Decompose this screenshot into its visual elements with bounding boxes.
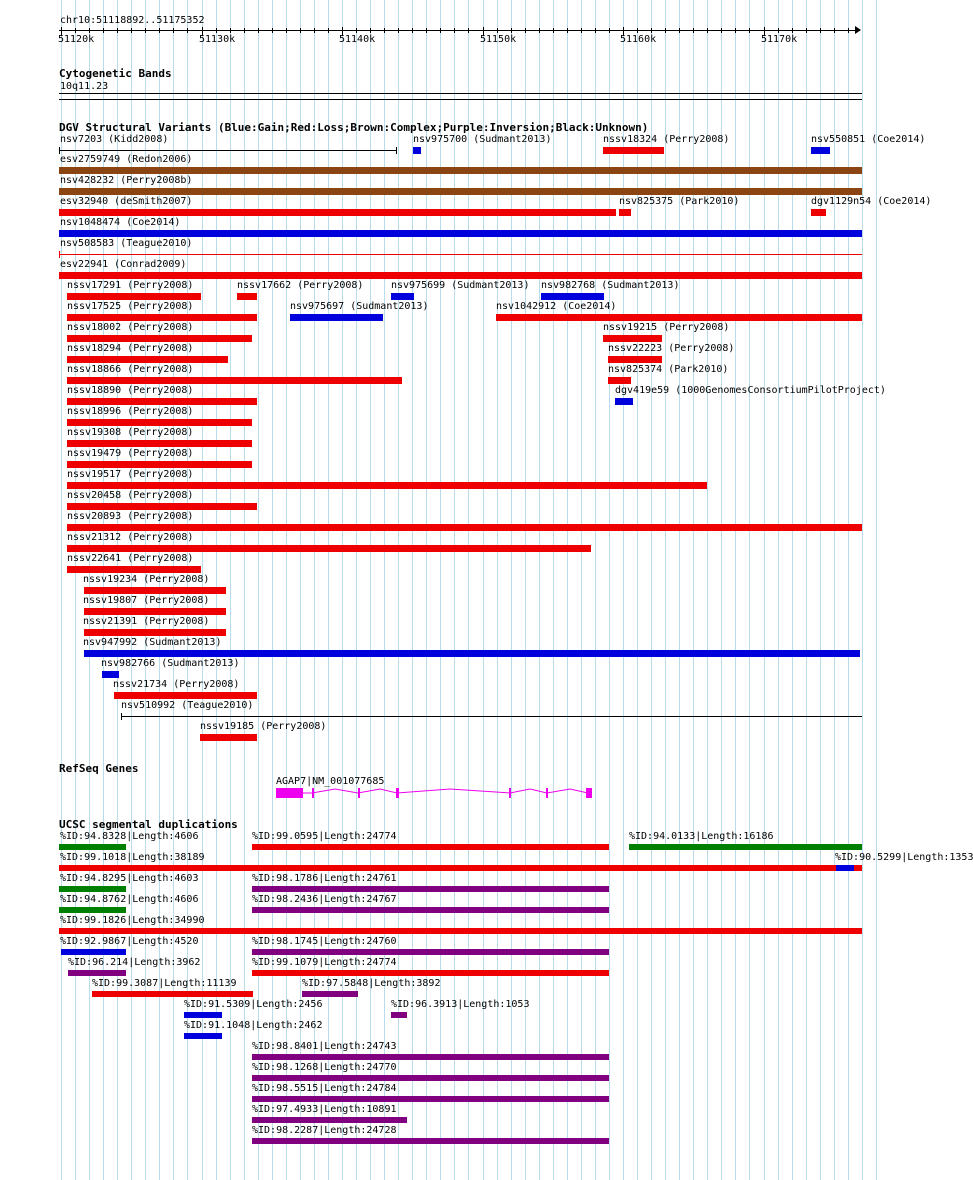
grid-line	[384, 0, 385, 1180]
ruler-tick	[117, 28, 118, 33]
grid-line	[581, 0, 582, 1180]
sv-bar	[603, 147, 664, 154]
segdup-bar	[59, 865, 862, 871]
gene-model[interactable]	[0, 785, 890, 801]
segdup-label: %ID:98.2436|Length:24767	[252, 894, 397, 905]
segdup-label: %ID:94.8762|Length:4606	[60, 894, 199, 905]
ruler-tick	[848, 28, 849, 33]
sv-label: nsv982766 (Sudmant2013)	[101, 658, 240, 669]
segdup-bar	[252, 844, 609, 850]
ruler-tick	[637, 28, 638, 33]
sv-bar	[59, 272, 862, 279]
grid-line	[623, 0, 624, 1180]
sv-label: esv2759749 (Redon2006)	[60, 154, 193, 165]
ruler-tick	[595, 28, 596, 33]
segdup-title: UCSC segmental duplications	[59, 818, 238, 831]
ruler-tick	[258, 28, 259, 33]
sv-bar	[237, 293, 257, 300]
sv-label: nssv17662 (Perry2008)	[237, 280, 364, 291]
segdup-label: %ID:98.1268|Length:24770	[252, 1062, 397, 1073]
segdup-label: %ID:98.8401|Length:24743	[252, 1041, 397, 1052]
ruler-tick	[693, 28, 694, 33]
ruler-tick	[511, 28, 512, 33]
sv-bar	[59, 188, 862, 195]
segdup-bar	[59, 907, 126, 913]
sv-label: nsv947992 (Sudmant2013)	[83, 637, 222, 648]
sv-bar	[84, 650, 860, 657]
segdup-bar	[629, 844, 862, 850]
ruler-tick	[778, 28, 779, 33]
sv-bar	[615, 398, 633, 405]
location-label: chr10:51118892..51175352	[60, 15, 205, 26]
ruler-tick	[679, 28, 680, 33]
sv-bar	[541, 293, 604, 300]
ruler-tick	[454, 28, 455, 33]
segdup-bar	[184, 1012, 222, 1018]
segdup-bar	[252, 1096, 609, 1102]
ruler-tick	[300, 28, 301, 33]
grid-line	[721, 0, 722, 1180]
ruler-label: 51160k	[620, 34, 657, 45]
sv-label: nssv22641 (Perry2008)	[67, 553, 194, 564]
sv-label: esv32940 (deSmith2007)	[60, 196, 193, 207]
segdup-label: %ID:99.1826|Length:34990	[60, 915, 205, 926]
ruler-tick	[426, 28, 427, 33]
ruler-tick	[370, 28, 371, 33]
segdup-bar	[252, 1117, 407, 1123]
sv-label: nssv17291 (Perry2008)	[67, 280, 194, 291]
ruler-tick	[609, 28, 610, 33]
gene-intron-line	[300, 789, 588, 793]
segdup-bar	[302, 991, 358, 997]
segdup-bar	[92, 991, 253, 997]
sv-bar	[67, 524, 862, 531]
ruler-label: 51170k	[761, 34, 798, 45]
ruler-tick	[286, 28, 287, 33]
grid-line	[595, 0, 596, 1180]
sv-label: nssv19234 (Perry2008)	[83, 574, 210, 585]
sv-bar	[603, 335, 662, 342]
sv-label: nssv18866 (Perry2008)	[67, 364, 194, 375]
sv-label: nssv20458 (Perry2008)	[67, 490, 194, 501]
segdup-bar	[836, 865, 854, 871]
ruler-tick	[553, 28, 554, 33]
ruler-line	[59, 30, 860, 31]
sv-bar	[84, 608, 226, 615]
ruler-label: 51130k	[199, 34, 236, 45]
gene-exon	[358, 788, 360, 798]
ruler-tick	[187, 28, 188, 33]
sv-label: nsv825375 (Park2010)	[619, 196, 740, 207]
segdup-label: %ID:97.5848|Length:3892	[302, 978, 441, 989]
grid-line	[693, 0, 694, 1180]
ruler-tick	[539, 28, 540, 33]
segdup-label: %ID:97.4933|Length:10891	[252, 1104, 397, 1115]
sv-label: nssv19215 (Perry2008)	[603, 322, 730, 333]
sv-bar	[59, 209, 616, 216]
grid-line	[539, 0, 540, 1180]
sv-label: nssv20893 (Perry2008)	[67, 511, 194, 522]
ruler-tick	[412, 28, 413, 33]
ruler-tick	[272, 28, 273, 33]
segdup-bar	[252, 970, 609, 976]
ruler-label: 51140k	[339, 34, 376, 45]
sv-bar	[67, 314, 257, 321]
sv-bar	[608, 377, 631, 384]
grid-line	[567, 0, 568, 1180]
segdup-label: %ID:99.1018|Length:38189	[60, 852, 205, 863]
sv-line	[121, 716, 862, 717]
gene-exon	[396, 788, 399, 798]
segdup-bar	[252, 949, 609, 955]
sv-label: nsv7203 (Kidd2008)	[60, 134, 169, 145]
sv-end-tick	[59, 251, 60, 258]
grid-line	[792, 0, 793, 1180]
sv-bar	[67, 503, 257, 510]
sv-label: nssv19185 (Perry2008)	[200, 721, 327, 732]
sv-bar	[413, 147, 421, 154]
grid-line	[834, 0, 835, 1180]
sv-label: nssv21312 (Perry2008)	[67, 532, 194, 543]
sv-label: nsv975700 (Sudmant2013)	[413, 134, 552, 145]
sv-bar	[67, 461, 252, 468]
segdup-bar	[252, 907, 609, 913]
grid-line	[876, 0, 877, 1180]
sv-label: nssv18996 (Perry2008)	[67, 406, 194, 417]
sv-label: dgv419e59 (1000GenomesConsortiumPilotProject)	[615, 385, 886, 396]
grid-line	[370, 0, 371, 1180]
grid-line	[356, 0, 357, 1180]
sv-label: nssv22223 (Perry2008)	[608, 343, 735, 354]
ruler-tick	[525, 28, 526, 33]
ruler-tick	[173, 28, 174, 33]
gene-label: AGAP7|NM_001077685	[276, 776, 385, 787]
grid-line	[806, 0, 807, 1180]
segdup-bar	[184, 1033, 222, 1039]
ruler-tick	[749, 28, 750, 33]
sv-label: nsv982768 (Sudmant2013)	[541, 280, 680, 291]
sv-bar	[67, 566, 201, 573]
sv-bar	[200, 734, 257, 741]
sv-end-tick	[121, 713, 122, 720]
cyto-band-label: 10q11.23	[60, 81, 109, 92]
sv-bar	[67, 398, 257, 405]
ruler-tick	[581, 28, 582, 33]
segdup-label: %ID:91.1048|Length:2462	[184, 1020, 323, 1031]
sv-bar	[391, 293, 414, 300]
sv-bar	[102, 671, 119, 678]
sv-bar	[67, 482, 707, 489]
sv-bar	[290, 314, 383, 321]
segdup-label: %ID:94.0133|Length:16186	[629, 831, 774, 842]
segdup-bar	[59, 886, 126, 892]
sv-label: nsv508583 (Teague2010)	[60, 238, 193, 249]
sv-bar	[84, 629, 226, 636]
ruler-tick	[567, 28, 568, 33]
sv-label: nssv18294 (Perry2008)	[67, 343, 194, 354]
ruler-tick	[468, 28, 469, 33]
segdup-label: %ID:92.9867|Length:4520	[60, 936, 199, 947]
grid-line	[342, 0, 343, 1180]
ruler-tick	[244, 28, 245, 33]
segdup-bar	[391, 1012, 407, 1018]
ruler-tick	[398, 28, 399, 33]
segdup-bar	[59, 844, 126, 850]
sv-label: nssv19479 (Perry2008)	[67, 448, 194, 459]
ruler-tick	[721, 28, 722, 33]
grid-line	[679, 0, 680, 1180]
sv-label: nsv428232 (Perry2008b)	[60, 175, 193, 186]
ruler-tick	[131, 28, 132, 33]
grid-line	[749, 0, 750, 1180]
sv-line	[59, 254, 862, 255]
ruler-tick	[665, 28, 666, 33]
gene-exon	[312, 788, 314, 798]
grid-line	[665, 0, 666, 1180]
sv-label: nssv21734 (Perry2008)	[113, 679, 240, 690]
grid-line	[328, 0, 329, 1180]
segdup-bar	[252, 1054, 609, 1060]
sv-line	[59, 150, 396, 151]
sv-label: nsv825374 (Park2010)	[608, 364, 729, 375]
sv-bar	[67, 419, 252, 426]
grid-line	[651, 0, 652, 1180]
sv-bar	[496, 314, 862, 321]
segdup-label: %ID:94.8295|Length:4603	[60, 873, 199, 884]
segdup-label: %ID:96.3913|Length:1053	[391, 999, 530, 1010]
sv-label: nssv17525 (Perry2008)	[67, 301, 194, 312]
sv-bar	[811, 147, 830, 154]
segdup-bar	[252, 1138, 609, 1144]
segdup-bar	[252, 1075, 609, 1081]
gene-exon	[276, 788, 303, 798]
ruler-arrow-icon	[855, 26, 861, 34]
sv-label: esv22941 (Conrad2009)	[60, 259, 187, 270]
grid-line	[820, 0, 821, 1180]
sv-end-tick	[396, 147, 397, 154]
grid-line	[637, 0, 638, 1180]
sv-label: nssv19308 (Perry2008)	[67, 427, 194, 438]
sv-label: nsv1048474 (Coe2014)	[60, 217, 181, 228]
grid-line	[778, 0, 779, 1180]
segdup-label: %ID:98.1745|Length:24760	[252, 936, 397, 947]
segdup-label: %ID:99.3087|Length:11139	[92, 978, 237, 989]
sv-label: nssv18002 (Perry2008)	[67, 322, 194, 333]
sv-bar	[67, 335, 252, 342]
segdup-bar	[61, 949, 126, 955]
segdup-label: %ID:94.8328|Length:4606	[60, 831, 199, 842]
segdup-label: %ID:96.214|Length:3962	[68, 957, 201, 968]
ruler-tick	[230, 28, 231, 33]
cyto-band-line-top	[59, 93, 862, 94]
ruler-tick	[356, 28, 357, 33]
ruler-tick	[328, 28, 329, 33]
ruler-tick	[820, 28, 821, 33]
dgv-title: DGV Structural Variants (Blue:Gain;Red:Loss;Brown:Complex;Purple:Inversion;Black:Unknown)	[59, 121, 649, 134]
ruler-tick	[314, 28, 315, 33]
sv-bar	[67, 356, 228, 363]
sv-label: nssv21391 (Perry2008)	[83, 616, 210, 627]
sv-label: dgv1129n54 (Coe2014)	[811, 196, 932, 207]
grid-line	[862, 0, 863, 1180]
sv-label: nsv550851 (Coe2014)	[811, 134, 926, 145]
ruler-tick	[735, 28, 736, 33]
segdup-label: %ID:99.1079|Length:24774	[252, 957, 397, 968]
ruler-label: 51150k	[480, 34, 517, 45]
segdup-label: %ID:98.1786|Length:24761	[252, 873, 397, 884]
sv-bar	[114, 692, 257, 699]
ruler-tick	[103, 28, 104, 33]
sv-label: nssv19517 (Perry2008)	[67, 469, 194, 480]
grid-line	[764, 0, 765, 1180]
sv-label: nsv975697 (Sudmant2013)	[290, 301, 429, 312]
sv-bar	[619, 209, 631, 216]
grid-line	[707, 0, 708, 1180]
cyto-title: Cytogenetic Bands	[59, 67, 172, 80]
ruler-tick	[89, 28, 90, 33]
sv-bar	[59, 230, 862, 237]
refseq-title: RefSeq Genes	[59, 762, 139, 775]
ruler-tick	[145, 28, 146, 33]
segdup-label: %ID:90.5299|Length:1353	[835, 852, 973, 863]
sv-bar	[608, 356, 662, 363]
sv-bar	[67, 440, 252, 447]
segdup-label: %ID:99.0595|Length:24774	[252, 831, 397, 842]
cyto-band-line-bottom	[59, 99, 862, 100]
ruler-tick	[384, 28, 385, 33]
grid-line	[735, 0, 736, 1180]
segdup-label: %ID:98.2287|Length:24728	[252, 1125, 397, 1136]
ruler-tick	[806, 28, 807, 33]
grid-line	[848, 0, 849, 1180]
ruler-tick	[651, 28, 652, 33]
grid-line	[609, 0, 610, 1180]
ruler-tick	[75, 28, 76, 33]
sv-bar	[67, 293, 201, 300]
gene-exon	[509, 788, 511, 798]
sv-bar	[67, 545, 591, 552]
sv-bar	[67, 377, 402, 384]
grid-line	[553, 0, 554, 1180]
sv-bar	[59, 167, 862, 174]
segdup-label: %ID:91.5309|Length:2456	[184, 999, 323, 1010]
sv-label: nssv19807 (Perry2008)	[83, 595, 210, 606]
sv-bar	[811, 209, 826, 216]
segdup-bar	[59, 928, 862, 934]
sv-bar	[84, 587, 226, 594]
ruler-tick	[792, 28, 793, 33]
sv-end-tick	[59, 147, 60, 154]
gene-exon	[586, 788, 592, 798]
ruler-tick	[497, 28, 498, 33]
segdup-bar	[252, 886, 609, 892]
sv-label: nssv18890 (Perry2008)	[67, 385, 194, 396]
ruler-tick	[440, 28, 441, 33]
ruler-tick	[216, 28, 217, 33]
ruler-label: 51120k	[58, 34, 95, 45]
segdup-label: %ID:98.5515|Length:24784	[252, 1083, 397, 1094]
sv-label: nsv1042912 (Coe2014)	[496, 301, 617, 312]
gene-exon	[546, 788, 548, 798]
segdup-bar	[68, 970, 126, 976]
ruler-tick	[707, 28, 708, 33]
ruler-tick	[834, 28, 835, 33]
sv-label: nsv510992 (Teague2010)	[121, 700, 254, 711]
sv-label: nsv975699 (Sudmant2013)	[391, 280, 530, 291]
ruler-tick	[159, 28, 160, 33]
sv-label: nssv18324 (Perry2008)	[603, 134, 730, 145]
